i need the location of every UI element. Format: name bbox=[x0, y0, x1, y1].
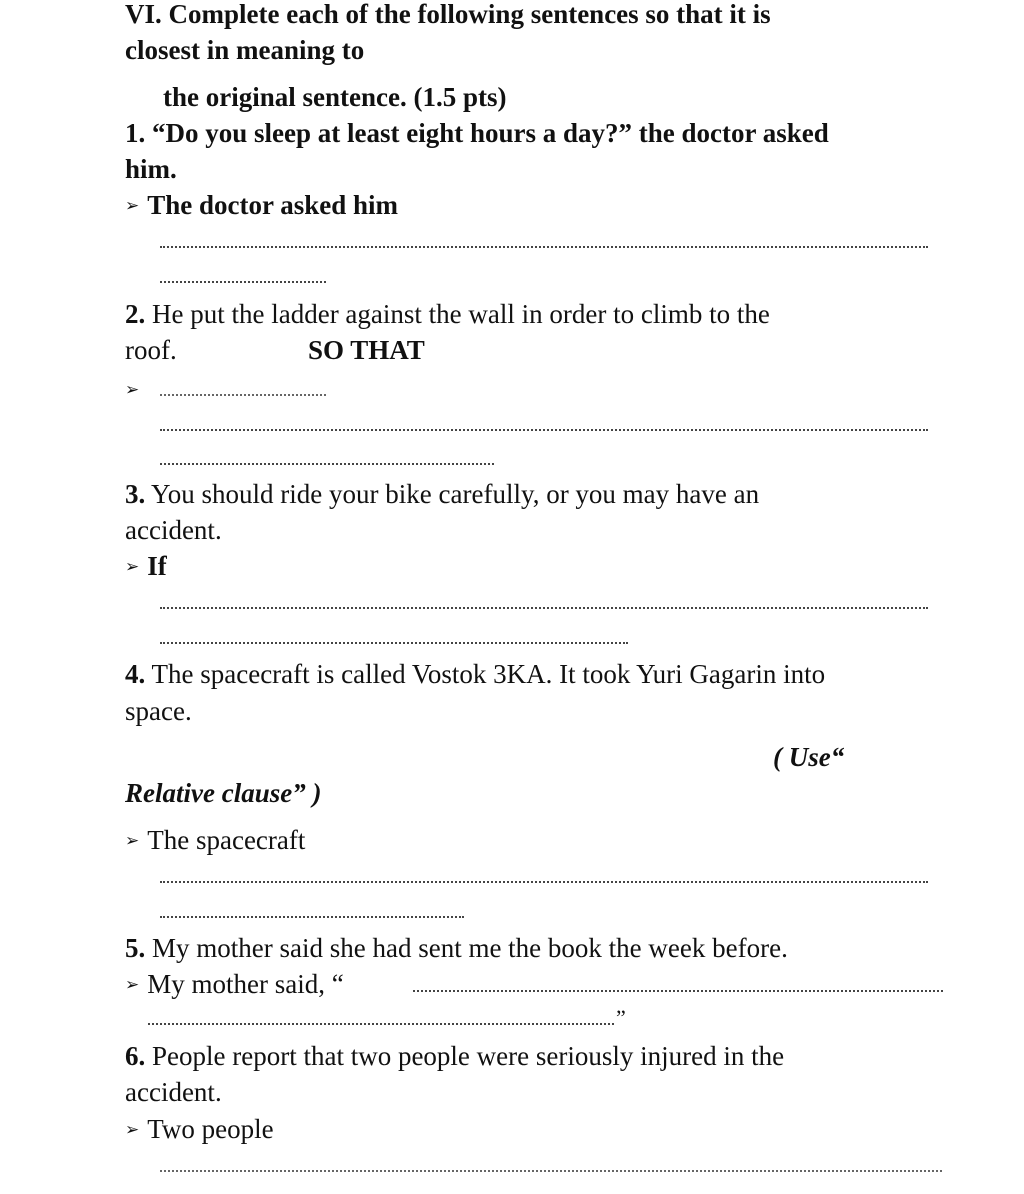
q4-number: 4. bbox=[125, 659, 146, 689]
q3-sentence-line-1 bbox=[125, 476, 759, 512]
q4-hint-open: ( Use“ bbox=[773, 742, 845, 772]
q6-number: 6. bbox=[125, 1041, 146, 1071]
q3-sentence-text: You should ride your bike carefully, or you may have an bbox=[145, 479, 760, 509]
q5-number: 5. bbox=[125, 933, 146, 963]
q6-sentence-text: People report that two people were seriously injured in the bbox=[145, 1041, 785, 1071]
q2-answer-line-2[interactable] bbox=[160, 429, 928, 431]
exercise-heading-line-3: the original sentence. (1.5 pts) bbox=[163, 82, 507, 112]
q5-prompt-text: My mother said, “ bbox=[147, 969, 344, 999]
q5-sentence-line-1 bbox=[125, 930, 788, 966]
q5-answer-line-1[interactable] bbox=[413, 990, 943, 992]
q2-answer-line-3[interactable] bbox=[160, 463, 494, 465]
exercise-heading-line-1: VI. Complete each of the following sentences so that it is bbox=[125, 0, 771, 29]
q4-answer-line-1[interactable] bbox=[160, 881, 928, 883]
q3-answer-line-1[interactable] bbox=[160, 607, 928, 609]
q6-answer-line-1[interactable] bbox=[160, 1170, 942, 1172]
q5-answer-line-2[interactable] bbox=[148, 1023, 614, 1025]
exercise-heading-line-2: closest in meaning to bbox=[125, 35, 365, 65]
q1-answer-line-1[interactable] bbox=[160, 246, 928, 248]
q5-sentence-text: My mother said she had sent me the book the week before. bbox=[145, 933, 788, 963]
arrow-bullet-icon: ➢ bbox=[125, 196, 140, 216]
q2-sentence-line-2: roof. bbox=[125, 335, 177, 365]
q2-number: 2. bbox=[125, 299, 146, 329]
q6-sentence-line-1 bbox=[125, 1038, 784, 1074]
q1-prompt bbox=[125, 187, 398, 227]
arrow-bullet-icon: ➢ bbox=[125, 380, 140, 400]
q3-number: 3. bbox=[125, 479, 146, 509]
arrow-bullet-icon: ➢ bbox=[125, 831, 140, 851]
q4-sentence-text: The spacecraft is called Vostok 3KA. It took Yuri Gagarin into bbox=[145, 659, 826, 689]
q1-answer-line-2[interactable] bbox=[160, 281, 326, 283]
q4-prompt bbox=[125, 822, 305, 862]
q6-sentence-line-2: accident. bbox=[125, 1077, 222, 1107]
q4-hint-close: Relative clause” ) bbox=[125, 778, 322, 808]
q2-keyword: SO THAT bbox=[308, 335, 425, 365]
arrow-bullet-icon: ➢ bbox=[125, 1120, 140, 1140]
q5-prompt bbox=[125, 966, 344, 1006]
q2-sentence-line-1 bbox=[125, 296, 770, 332]
q4-prompt-text: The spacecraft bbox=[147, 825, 306, 855]
q3-prompt-text: If bbox=[147, 551, 167, 581]
q2-answer-line-1[interactable] bbox=[160, 394, 326, 396]
q4-sentence-line-2: space. bbox=[125, 696, 192, 726]
q3-answer-line-2[interactable] bbox=[160, 642, 628, 644]
q4-answer-line-2[interactable] bbox=[160, 916, 464, 918]
q1-sentence-line-1: 1. “Do you sleep at least eight hours a day?” the doctor asked bbox=[125, 118, 829, 148]
q6-prompt-text: Two people bbox=[147, 1114, 274, 1144]
q2-sentence-text: He put the ladder against the wall in order to climb to the bbox=[145, 299, 770, 329]
q6-prompt bbox=[125, 1111, 274, 1151]
q4-sentence-line-1 bbox=[125, 656, 825, 692]
q3-sentence-line-2: accident. bbox=[125, 515, 222, 545]
q1-sentence-line-2: him. bbox=[125, 154, 177, 184]
arrow-bullet-icon: ➢ bbox=[125, 557, 140, 577]
q3-prompt bbox=[125, 548, 167, 588]
arrow-bullet-icon: ➢ bbox=[125, 975, 140, 995]
q1-prompt-text: The doctor asked him bbox=[147, 190, 399, 220]
q5-close-quote: ” bbox=[616, 1005, 626, 1030]
